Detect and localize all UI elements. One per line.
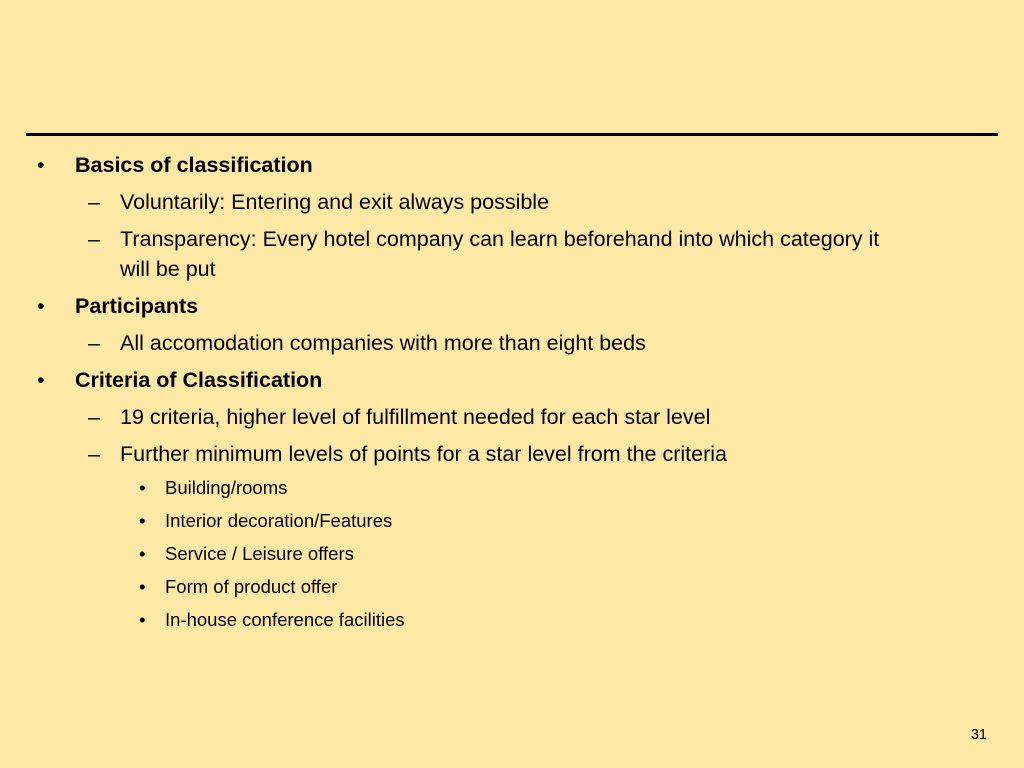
dash-marker: – <box>88 405 100 429</box>
sub-list-item-text: Interior decoration/Features <box>165 510 393 531</box>
slide-body <box>0 150 1024 641</box>
list-item <box>0 328 1024 358</box>
sub-list-item <box>0 476 1024 500</box>
section-heading-text: Basics of classification <box>75 153 313 177</box>
list-item <box>0 402 1024 432</box>
dash-marker: – <box>88 442 100 466</box>
sub-list-item-text: Building/rooms <box>165 477 288 498</box>
section-heading-text: Participants <box>75 294 199 318</box>
bullet-marker: • <box>37 153 45 177</box>
bullet-marker: • <box>37 294 45 318</box>
dash-marker: – <box>88 190 100 214</box>
sub-list-item <box>0 509 1024 533</box>
bullet-marker: • <box>139 609 146 630</box>
page-number: 31 <box>970 727 987 743</box>
section-heading <box>0 291 1024 321</box>
section-heading <box>0 150 1024 180</box>
bullet-marker: • <box>139 576 146 597</box>
section-heading-text: Criteria of Classification <box>75 368 323 392</box>
sub-list-item <box>0 608 1024 632</box>
title-divider <box>26 133 998 136</box>
list-item-text: 19 criteria, higher level of fulfillment needed for each star level <box>120 405 711 429</box>
list-item-text: All accomodation companies with more than eight beds <box>120 331 646 355</box>
dash-marker: – <box>88 227 100 251</box>
list-item <box>0 187 1024 217</box>
sub-list-item-text: In-house conference facilities <box>165 609 405 630</box>
list-item-text: Transparency: Every hotel company can learn beforehand into which category it will be put <box>120 227 880 281</box>
bullet-marker: • <box>139 477 146 498</box>
list-item-text: Voluntarily: Entering and exit always possible <box>120 190 550 214</box>
list-item <box>0 439 1024 469</box>
list-item-text: Further minimum levels of points for a star level from the criteria <box>120 442 727 466</box>
list-item <box>0 224 1024 284</box>
sub-list-item-text: Form of product offer <box>165 576 338 597</box>
dash-marker: – <box>88 331 100 355</box>
bullet-marker: • <box>37 368 45 392</box>
section-heading <box>0 365 1024 395</box>
sub-list-item-text: Service / Leisure offers <box>165 543 354 564</box>
bullet-marker: • <box>139 543 146 564</box>
sub-list-item <box>0 575 1024 599</box>
bullet-marker: • <box>139 510 146 531</box>
sub-list-item <box>0 542 1024 566</box>
